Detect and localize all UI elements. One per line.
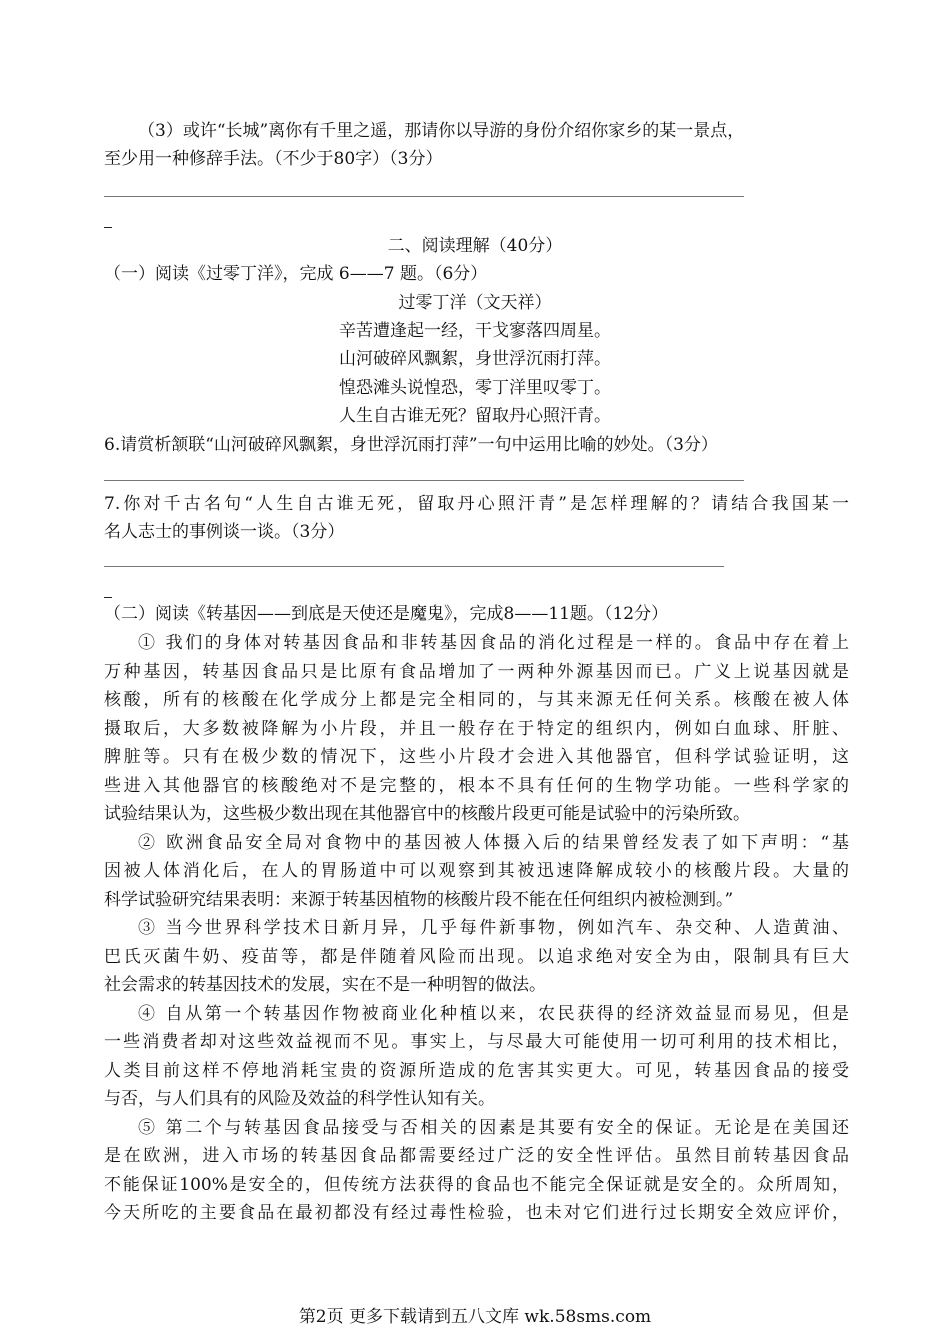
paragraph-4-line: 与否，与人们具有的风险及效益的科学性认知有关。 bbox=[104, 1089, 495, 1109]
paragraph-5-line: 不能保证100%是安全的，但传统方法获得的食品也不能完全保证就是安全的。众所周知， bbox=[104, 1175, 849, 1195]
paragraph-1-line: 摄取后，大多数被降解为小片段，并且一般存在于特定的组织内，例如白血球、肝脏、 bbox=[104, 719, 849, 739]
paragraph-1-line: 万种基因，转基因食品只是比原有食品增加了一两种外源基因而已。广义上说基因就是 bbox=[104, 662, 849, 682]
poem-line: 辛苦遭逢起一经，干戈寥落四周星。 bbox=[339, 321, 611, 341]
paragraph-5-line: 今天所吃的主要食品在最初都没有经过毒性检验，也未对它们进行过长期安全效应评价， bbox=[104, 1203, 849, 1223]
answer-line bbox=[104, 196, 744, 197]
paragraph-2-line: 因被人体消化后，在人的胃肠道中可以观察到其被迅速降解成较小的核酸片段。大量的 bbox=[104, 861, 849, 881]
paragraph-5-line: 是在欧洲，进入市场的转基因食品都需要经过广泛的安全性评估。虽然目前转基因食品 bbox=[104, 1146, 849, 1166]
paragraph-4-line: 一些消费者却对这些效益视而不见。事实上，与尽最大可能使用一切可利用的技术相比， bbox=[104, 1032, 849, 1052]
section-title: 二、阅读理解（40分） bbox=[387, 236, 563, 256]
answer-line bbox=[104, 566, 724, 567]
answer-line-end-mark bbox=[104, 227, 112, 228]
answer-line-end-mark bbox=[104, 597, 112, 598]
paragraph-4-line: 人类目前这样不停地消耗宝贵的资源所造成的危害其实更大。可见，转基因食品的接受 bbox=[104, 1061, 849, 1081]
question-6: 6.请赏析颔联“山河破碎风飘絮，身世浮沉雨打萍”一句中运用比喻的妙处。（3分） bbox=[104, 435, 718, 455]
paragraph-1-line: 脾脏等。只有在极少数的情况下，这些小片段才会进入其他器官，但科学试验证明，这 bbox=[104, 747, 849, 767]
question-3-line-1: （3）或许“长城”离你有千里之遥，那请你以导游的身份介绍你家乡的某一景点， bbox=[138, 121, 745, 141]
paragraph-1-line: 些进入其他器官的核酸绝对不是完整的，根本不具有任何的生物学功能。一些科学家的 bbox=[104, 776, 849, 796]
question-3-line-2: 至少用一种修辞手法。（不少于80字）（3分） bbox=[104, 149, 443, 169]
paragraph-1-line: 核酸，所有的核酸在化学成分上都是完全相同的，与其来源无任何关系。核酸在被人体 bbox=[104, 690, 849, 710]
poem-title: 过零丁洋（文天祥） bbox=[398, 293, 552, 313]
poem-line: 人生自古谁无死？留取丹心照汗青。 bbox=[339, 406, 611, 426]
paragraph-3-line: ③ 当今世界科学技术日新月异，几乎每件新事物，例如汽车、杂交种、人造黄油、 bbox=[138, 918, 849, 938]
reading-part-1-intro: （一）阅读《过零丁洋》，完成 6——7 题。（6分） bbox=[104, 264, 488, 284]
question-7-line-2: 名人志士的事例谈一谈。（3分） bbox=[104, 522, 345, 542]
paragraph-2-line: ② 欧洲食品安全局对食物中的基因被人体摄入后的结果曾经发表了如下声明：“基 bbox=[138, 833, 849, 853]
paragraph-4-line: ④ 自从第一个转基因作物被商业化种植以来，农民获得的经济效益显而易见，但是 bbox=[138, 1004, 849, 1024]
paragraph-3-line: 社会需求的转基因技术的发展，实在不是一种明智的做法。 bbox=[104, 975, 546, 995]
page-footer: 第2页 更多下载请到五八文库 wk.58sms.com bbox=[298, 1307, 652, 1327]
paragraph-5-line: ⑤ 第二个与转基因食品接受与否相关的因素是其要有安全的保证。无论是在美国还 bbox=[138, 1118, 849, 1138]
paragraph-1-line: 试验结果认为，这些极少数出现在其他器官中的核酸片段更可能是试验中的污染所致。 bbox=[104, 804, 750, 824]
paragraph-3-line: 巴氏灭菌牛奶、疫苗等，都是伴随着风险而出现。以追求绝对安全为由，限制具有巨大 bbox=[104, 947, 849, 967]
paragraph-1-line: ① 我们的身体对转基因食品和非转基因食品的消化过程是一样的。食品中存在着上 bbox=[138, 633, 849, 653]
poem-line: 山河破碎风飘絮，身世浮沉雨打萍。 bbox=[339, 349, 611, 369]
poem-line: 惶恐滩头说惶恐，零丁洋里叹零丁。 bbox=[339, 378, 611, 398]
answer-line bbox=[104, 480, 744, 481]
question-7-line-1: 7.你对千古名句“人生自古谁无死，留取丹心照汗青”是怎样理解的？请结合我国某一 bbox=[104, 494, 849, 514]
paragraph-2-line: 科学试验研究结果表明：来源于转基因植物的核酸片段不能在任何组织内被检测到。” bbox=[104, 890, 734, 910]
reading-part-2-intro: （二）阅读《转基因——到底是天使还是魔鬼》，完成8——11题。（12分） bbox=[104, 604, 669, 624]
